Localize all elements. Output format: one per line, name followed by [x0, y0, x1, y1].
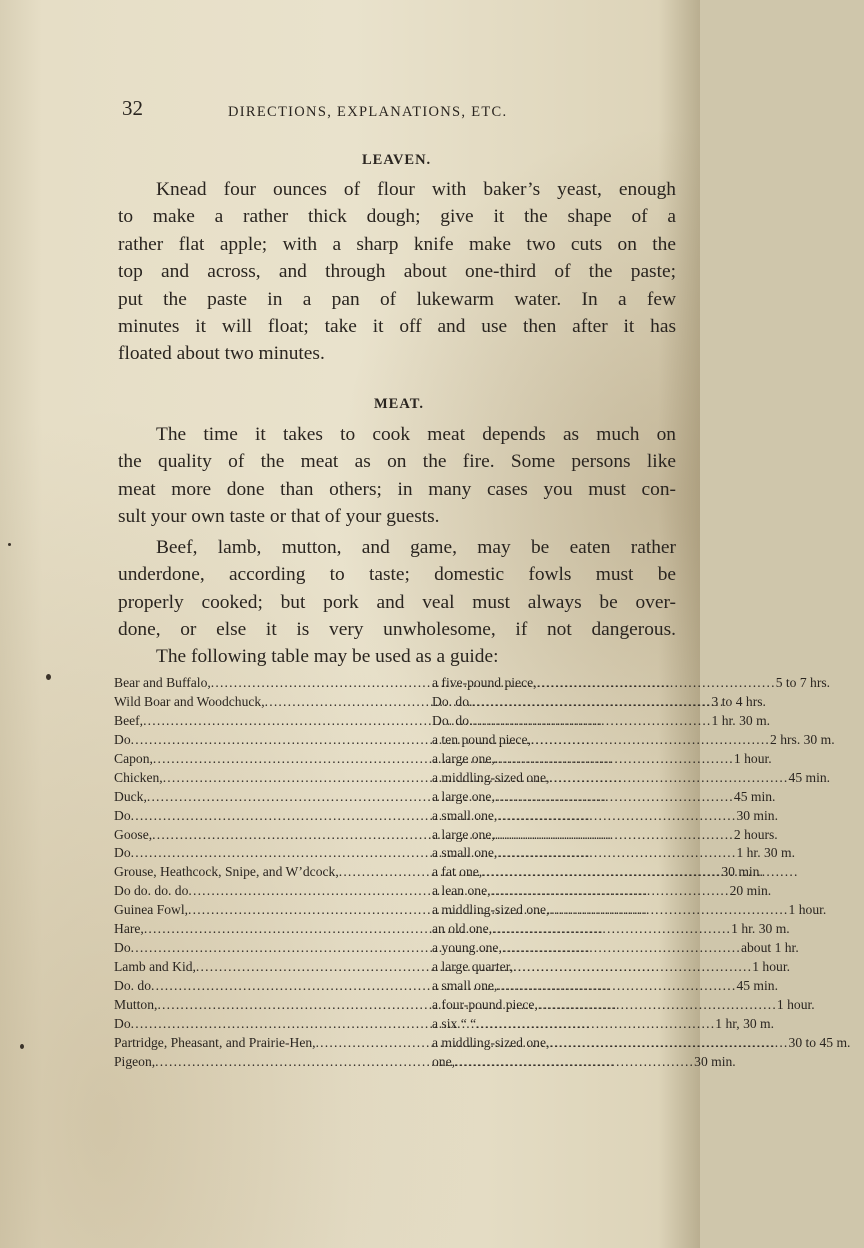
- leader-dots: [476, 1015, 715, 1034]
- page-header: [122, 96, 682, 126]
- table-time: 45 min.: [788, 769, 831, 785]
- table-size: a ten pound piece,: [432, 731, 531, 747]
- table-item: Goose,: [114, 826, 153, 842]
- table-item: Partridge, Pheasant, and Prairie-Hen,: [114, 1034, 316, 1050]
- cooking-time-table: [114, 674, 851, 1072]
- leader-dots: [495, 826, 734, 845]
- table-row: [114, 958, 790, 977]
- table-row: [114, 996, 815, 1015]
- table-item: Do: [114, 940, 131, 956]
- text-line: floated about two minutes.: [118, 343, 325, 365]
- table-size: one,: [432, 1053, 456, 1069]
- table-size: a small one,: [432, 978, 498, 993]
- table-item: Do: [114, 807, 131, 823]
- text-line: minutes it will float; take it off and use then after it has: [118, 316, 676, 338]
- leader-dots: [495, 788, 734, 807]
- table-item: Do. do: [114, 978, 152, 993]
- table-row: [114, 901, 827, 920]
- table-size: a large one,: [432, 750, 495, 766]
- table-item: Capon,: [114, 750, 153, 766]
- table-time: 1 hour.: [776, 996, 815, 1012]
- table-size: a lean one,: [432, 883, 491, 899]
- table-item: Chicken,: [114, 769, 163, 785]
- table-time: 45 min.: [736, 978, 778, 993]
- table-item: Wild Boar and Woodchuck,: [114, 693, 265, 709]
- leader-dots: [472, 712, 711, 731]
- table-item: Hare,: [114, 921, 144, 937]
- table-time: 1 hour.: [733, 750, 772, 766]
- table-time: 1 hr. 30 m.: [731, 921, 790, 937]
- leader-dots: [549, 901, 788, 920]
- running-title: DIRECTIONS, EXPLANATIONS, ETC.: [228, 104, 508, 120]
- table-item: Do: [114, 731, 131, 747]
- table-row: [114, 712, 771, 731]
- table-row: [114, 977, 778, 996]
- table-row: [114, 750, 772, 769]
- table-size: Do. do.: [432, 693, 473, 709]
- table-size: a five-pound piece,: [432, 675, 537, 690]
- table-time: 2 hrs. 30 m.: [770, 731, 835, 747]
- table-time: 30 min.: [736, 807, 778, 823]
- table-row: [114, 882, 772, 901]
- leaven-title: LEAVEN.: [362, 152, 432, 168]
- text-line: done, or else it is very unwholesome, if not dangerous.: [118, 619, 676, 641]
- table-size: a six “ “: [432, 1015, 477, 1031]
- table-size: a small one,: [432, 845, 498, 861]
- table-time: 30 min.: [721, 864, 763, 880]
- table-item: Lamb and Kid,: [114, 959, 196, 975]
- leader-dots: [495, 750, 734, 769]
- leader-dots: [455, 1053, 694, 1072]
- table-size: a large one,: [432, 788, 495, 804]
- table-item: Guinea Fowl,: [114, 902, 189, 918]
- table-item: Do: [114, 845, 131, 861]
- text-line: Beef, lamb, mutton, and game, may be eaten rather: [156, 537, 676, 558]
- table-size: an old one,: [432, 921, 493, 937]
- table-item: Bear and Buffalo,: [114, 675, 211, 690]
- table-row: [114, 693, 766, 712]
- meat-paragraph-1: [118, 421, 676, 531]
- table-time: 1 hour.: [752, 959, 790, 975]
- text-line: sult your own taste or that of your guests.: [118, 506, 440, 528]
- leader-dots: [549, 1034, 788, 1053]
- table-time: 2 hours.: [733, 826, 778, 842]
- table-time: 1 hour.: [788, 902, 827, 918]
- table-row: [114, 769, 831, 788]
- table-row: [114, 863, 763, 882]
- text-line: the quality of the meat as on the fire. Some persons like: [118, 451, 676, 473]
- table-time: 1 hr. 30 m.: [711, 712, 771, 728]
- table-size: a middling-sized one,: [432, 902, 550, 918]
- table-time: 45 min.: [733, 788, 776, 804]
- table-item: Do: [114, 1015, 131, 1031]
- table-item: Duck,: [114, 788, 147, 804]
- text-line: The time it takes to cook meat depends as much on: [156, 424, 676, 445]
- leader-dots: [513, 958, 752, 977]
- table-size: a large quarter,: [432, 959, 514, 975]
- text-line: underdone, according to taste; domestic fowls must be: [118, 564, 676, 586]
- leader-dots: [537, 674, 776, 693]
- leader-dots: [502, 939, 741, 958]
- table-item: Grouse, Heathcock, Snipe, and W’dcock,: [114, 864, 339, 880]
- table-size: a young one,: [432, 940, 502, 956]
- table-time: 20 min.: [729, 883, 772, 899]
- leader-dots: [497, 807, 736, 826]
- leaven-paragraph: [118, 176, 676, 368]
- ink-spot: [8, 543, 11, 546]
- table-time: 5 to 7 hrs.: [775, 675, 831, 690]
- text-line: put the paste in a pan of lukewarm water. In a few: [118, 288, 676, 310]
- leader-dots: [491, 882, 730, 901]
- table-size: a middling-sized one,: [432, 1034, 550, 1050]
- table-row: [114, 939, 799, 958]
- text-line: rather flat apple; with a sharp knife make two cuts on the: [118, 233, 676, 255]
- ink-spot: [20, 1044, 24, 1049]
- meat-paragraph-2: [118, 534, 676, 644]
- table-item: Do do. do. do: [114, 883, 189, 899]
- table-row: [114, 674, 831, 693]
- page-number: 32: [122, 96, 143, 120]
- table-time: 30 to 45 m.: [788, 1034, 851, 1050]
- table-time: 3 to 4 hrs.: [711, 693, 766, 709]
- table-row: [114, 844, 795, 863]
- leader-dots: [549, 769, 788, 788]
- text-line: The following table may be used as a guide:: [156, 646, 499, 667]
- table-row: [114, 1034, 851, 1053]
- table-row: [114, 1015, 775, 1034]
- text-line: top and across, and through about one-third of the paste;: [118, 261, 676, 283]
- leader-dots: [497, 844, 736, 863]
- table-row: [114, 1053, 736, 1072]
- table-item: Pigeon,: [114, 1053, 156, 1069]
- table-size: a large one,: [432, 826, 495, 842]
- table-time: 1 hr. 30 m.: [736, 845, 795, 861]
- text-line: to make a rather thick dough; give it the shape of a: [118, 206, 676, 228]
- table-time: 1 hr, 30 m.: [715, 1015, 775, 1031]
- table-row: [114, 731, 835, 750]
- leader-dots: [472, 693, 711, 712]
- text-line: meat more done than others; in many cases you must con-: [118, 478, 676, 500]
- text-line: properly cooked; but pork and veal must always be over-: [118, 591, 676, 613]
- leader-dots: [531, 731, 770, 750]
- table-row: [114, 788, 776, 807]
- meat-title: MEAT.: [374, 396, 424, 412]
- leader-dots: [538, 996, 777, 1015]
- table-row: [114, 807, 778, 826]
- ink-spot: [46, 674, 51, 680]
- leader-dots: [482, 863, 721, 882]
- table-size: a small one,: [432, 807, 498, 823]
- text-line: Knead four ounces of flour with baker’s yeast, enough: [156, 179, 676, 200]
- meat-paragraph-3: [118, 643, 676, 670]
- table-row: [114, 826, 778, 845]
- table-row: [114, 920, 790, 939]
- table-size: a fat one,: [432, 864, 483, 880]
- table-size: Do. do.: [432, 712, 473, 728]
- leader-dots: [492, 920, 731, 939]
- table-item: Beef,: [114, 712, 144, 728]
- table-size: a four-pound piece,: [432, 996, 538, 1012]
- table-time: about 1 hr.: [740, 940, 799, 956]
- leader-dots: [497, 977, 736, 996]
- table-size: a middling-sized one,: [432, 769, 550, 785]
- table-time: 30 min.: [694, 1053, 736, 1069]
- table-item: Mutton,: [114, 996, 158, 1012]
